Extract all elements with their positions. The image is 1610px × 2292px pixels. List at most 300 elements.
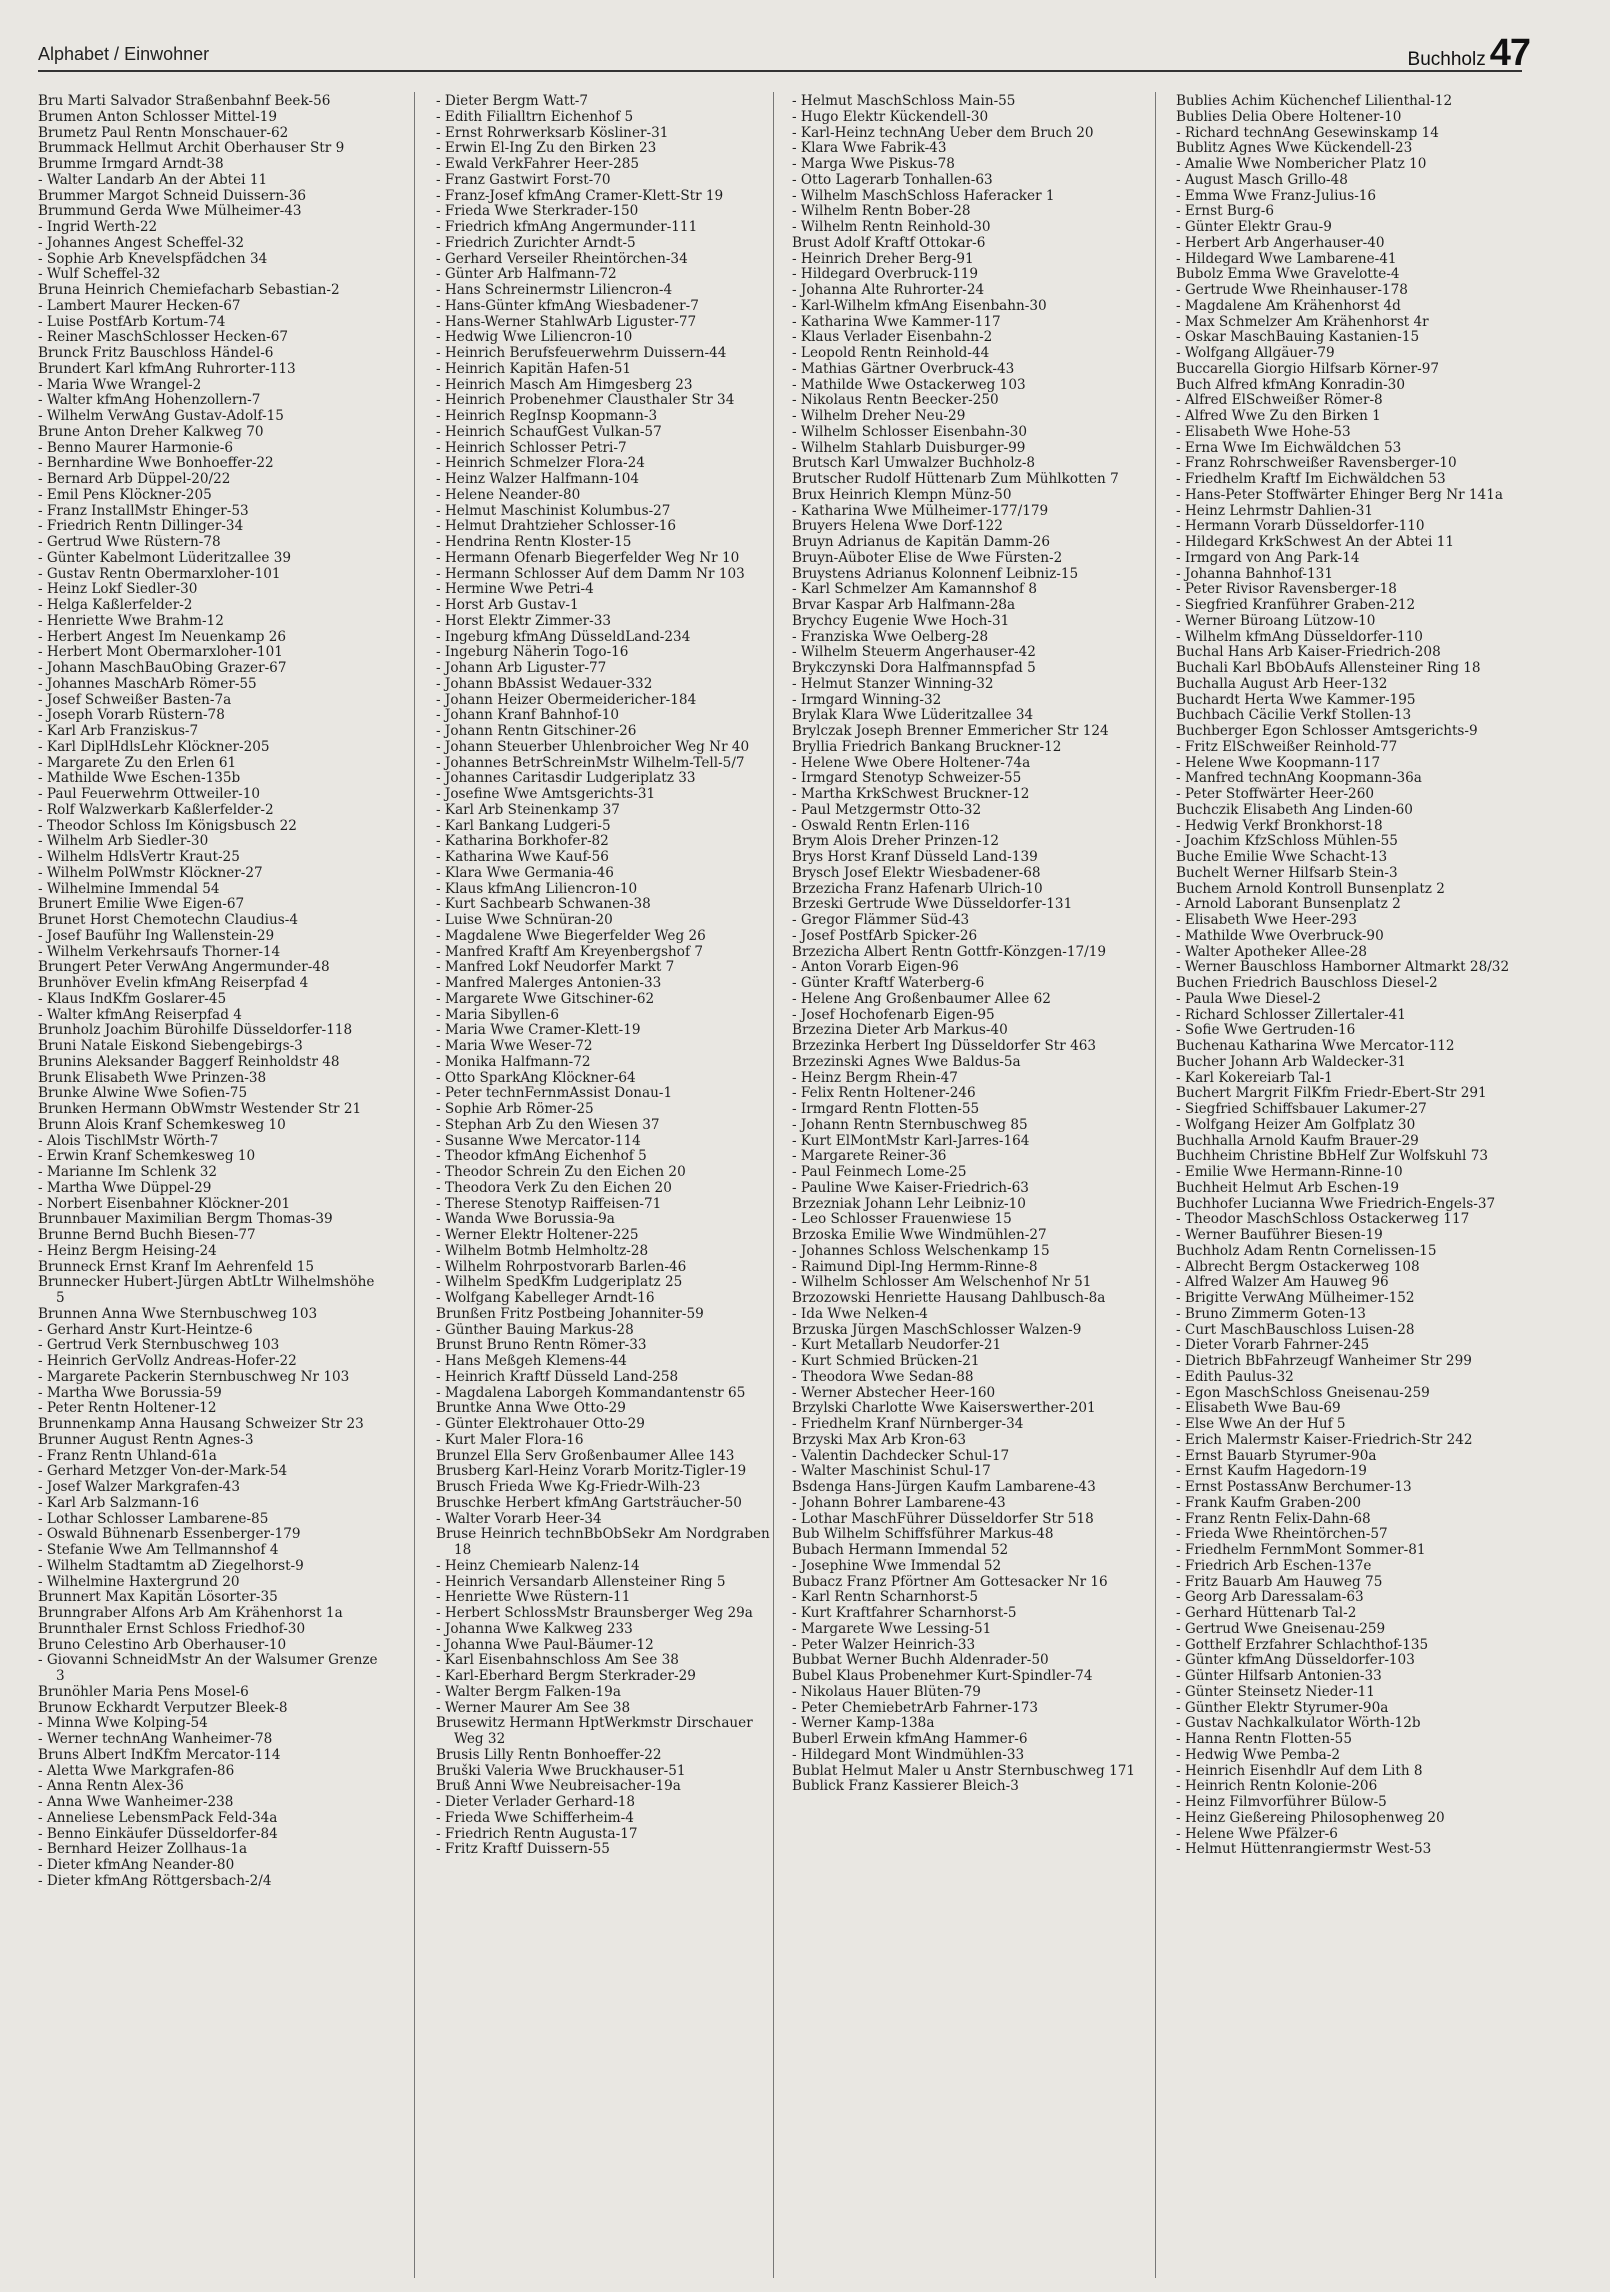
directory-entry: - Sofie Wwe Gertruden-16	[1176, 1022, 1356, 1039]
directory-entry: - August Masch Grillo-48	[1176, 171, 1348, 188]
directory-entry: - Emma Wwe Franz-Julius-16	[1176, 187, 1377, 204]
column-divider	[1155, 92, 1156, 2278]
directory-entry: - Günter kfmAng Düsseldorfer-103	[1176, 1652, 1415, 1669]
directory-entry: - Wilhelm Verkehrsaufs Thorner-14	[38, 943, 281, 960]
directory-entry: - Wilhelm Rentn Reinhold-30	[792, 219, 991, 235]
directory-entry: - Josef Schweißer Basten-7a	[38, 691, 232, 708]
directory-entry: - Oswald Rentn Erlen-116	[792, 817, 970, 834]
directory-entry: - Theodor Schloss Im Königsbusch 22	[38, 817, 297, 834]
directory-entry: - Karl Arb Franziskus-7	[38, 723, 199, 739]
directory-entry: - Werner Bauschloss Hamborner Altmarkt 28/32	[1176, 959, 1510, 976]
directory-entry: - Heinz Lehrmstr Dahlien-31	[1176, 502, 1374, 519]
directory-entry: Brusch Frieda Wwe Kg-Friedr-Wilh-23	[436, 1479, 701, 1495]
directory-entry: - Friedrich Zurichter Arndt-5	[436, 234, 636, 251]
directory-entry: - Marga Wwe Piskus-78	[792, 156, 955, 172]
directory-entry: - Heinz Gießereing Philosophenweg 20	[1176, 1809, 1445, 1826]
directory-entry: - Heinrich Schlosser Petri-7	[436, 439, 627, 456]
directory-entry: - Felix Rentn Holtener-246	[792, 1085, 976, 1102]
directory-entry: - Heinz Walzer Halfmann-104	[436, 471, 640, 487]
directory-entry: - Heinrich GerVollz Andreas-Hofer-22	[38, 1353, 297, 1369]
directory-entry: Bruški Valeria Wwe Bruckhauser-51	[436, 1762, 686, 1779]
directory-entry: - Josef PostfArb Spicker-26	[792, 927, 978, 944]
directory-entry: Buchali Karl BbObAufs Allensteiner Ring 18	[1176, 660, 1481, 676]
directory-entry: - Karl Rentn Scharnhorst-5	[792, 1589, 979, 1606]
directory-entry: - Gotthelf Erzfahrer Schlachthof-135	[1176, 1636, 1429, 1653]
directory-entry: Brunck Fritz Bauschloss Händel-6	[38, 345, 274, 361]
directory-entry: - Hildegard Overbruck-119	[792, 266, 979, 283]
directory-entry: Brzezicha Albert Rentn Gottfr-Könzgen-17/19	[792, 943, 1107, 960]
directory-entry: - Klaus Verlader Eisenbahn-2	[792, 329, 993, 346]
directory-entry: Brunnert Max Kapitän Lösorter-35	[38, 1589, 278, 1606]
directory-entry: - Frieda Wwe Sterkrader-150	[436, 203, 639, 220]
directory-entry: - Kurt ElMontMstr Karl-Jarres-164	[792, 1132, 1030, 1149]
directory-entry: - Alfred ElSchweißer Römer-8	[1176, 392, 1383, 409]
directory-entry: - Johann Rentn Gitschiner-26	[436, 723, 637, 739]
directory-entry: - Ida Wwe Nelken-4	[792, 1305, 928, 1322]
directory-entry: - Helga Kaßlerfelder-2	[38, 597, 193, 613]
directory-entry: - Heinrich SchaufGest Vulkan-57	[436, 423, 662, 440]
directory-entry: - Heinz Lokf Siedler-30	[38, 581, 198, 598]
directory-entry: - Bernhardine Wwe Bonhoeffer-22	[38, 455, 274, 472]
directory-entry: - Ernst Rohrwerksarb Kösliner-31	[436, 124, 669, 141]
directory-entry: - Kurt Metallarb Neudorfer-21	[792, 1337, 1002, 1354]
directory-entry: - Walter kfmAng Reiserpfad 4	[38, 1006, 242, 1023]
directory-entry: - Nikolaus Hauer Blüten-79	[792, 1683, 981, 1700]
directory-entry: Brunzel Ella Serv Großenbaumer Allee 143	[436, 1447, 735, 1464]
directory-entry: - Wilhelm Botmb Helmholtz-28	[436, 1242, 649, 1259]
directory-entry: Brusis Lilly Rentn Bonhoeffer-22	[436, 1746, 662, 1763]
directory-entry: - Wolfgang Kabelleger Arndt-16	[436, 1290, 655, 1306]
directory-entry: - Hedwig Wwe Pemba-2	[1176, 1746, 1341, 1763]
directory-entry: - Peter Rivisor Ravensberger-18	[1176, 581, 1397, 598]
directory-entry: - Werner technAng Wanheimer-78	[38, 1731, 273, 1747]
directory-entry: - Walter Maschinist Schul-17	[792, 1463, 991, 1480]
directory-entry: Bryllia Friedrich Bankang Bruckner-12	[792, 738, 1062, 755]
directory-entry: - Hans-Peter Stoffwärter Ehinger Berg Nr 141a	[1176, 486, 1503, 503]
directory-entry: - Heinz Bergm Heising-24	[38, 1242, 217, 1259]
directory-entry: Bru Marti Salvador Straßenbahnf Beek-56	[38, 94, 331, 109]
directory-entry: - Raimund Dipl-Ing Hermm-Rinne-8	[792, 1258, 1038, 1275]
directory-entry: Bruni Natale Eiskond Siebengebirgs-3	[38, 1038, 303, 1054]
directory-entry: - Johannes Caritasdir Ludgeriplatz 33	[436, 770, 696, 787]
directory-entry: - Irmgard von Ang Park-14	[1176, 549, 1360, 566]
directory-entry: Bub Wilhelm Schiffsführer Markus-48	[792, 1526, 1054, 1543]
directory-entry: - Maria Wwe Wrangel-2	[38, 376, 202, 393]
directory-entry: Bublick Franz Kassierer Bleich-3	[792, 1778, 1019, 1795]
directory-entry: - Nikolaus Rentn Beecker-250	[792, 392, 999, 409]
directory-entry: - Josef Bauführ Ing Wallenstein-29	[38, 927, 275, 944]
directory-entry: - Egon MaschSchloss Gneisenau-259	[1176, 1384, 1430, 1401]
directory-entry: - Friedrich kfmAng Angermunder-111	[436, 219, 698, 235]
directory-entry: - Karl Bankang Ludgeri-5	[436, 817, 611, 834]
directory-entry: Buchhofer Lucianna Wwe Friedrich-Engels-37	[1176, 1195, 1496, 1212]
directory-entry: - Rolf Walzwerkarb Kaßlerfelder-2	[38, 801, 274, 818]
directory-entry: - Irmgard Rentn Flotten-55	[792, 1101, 980, 1117]
section-title: Alphabet / Einwohner	[38, 44, 210, 64]
column-divider	[414, 92, 415, 2278]
directory-entry: - Gerhard Metzger Von-der-Mark-54	[38, 1463, 288, 1480]
directory-entry: - Irmgard Stenotyp Schweizer-55	[792, 770, 1022, 787]
directory-entry: - Heinrich Dreher Berg-91	[792, 250, 974, 267]
directory-entry: Brust Adolf Kraftf Ottokar-6	[792, 234, 986, 251]
directory-entry: Buch Alfred kfmAng Konradin-30	[1176, 376, 1405, 393]
directory-entry: - Hermann Ofenarb Biegerfelder Weg Nr 10	[436, 549, 740, 566]
directory-entry: Brykczynski Dora Halfmannspfad 5	[792, 660, 1036, 676]
directory-entry: - Herbert Mont Obermarxloher-101	[38, 644, 283, 661]
directory-entry: - Martha KrkSchwest Bruckner-12	[792, 786, 1030, 802]
directory-entry: - Günter Hilfsarb Antonien-33	[1176, 1668, 1382, 1684]
directory-entry: - Lambert Maurer Hecken-67	[38, 297, 241, 314]
directory-entry: Buchal Hans Arb Kaiser-Friedrich-208	[1176, 644, 1441, 661]
directory-entry: - Theodor Schrein Zu den Eichen 20	[436, 1164, 686, 1180]
directory-entry: Buchalla August Arb Heer-132	[1176, 675, 1388, 692]
directory-entry: - Maria Wwe Weser-72	[436, 1038, 593, 1054]
directory-entry: - Peter technFernmAssist Donau-1	[436, 1085, 673, 1102]
directory-entry: - Hans Schreinermstr Liliencron-4	[436, 282, 673, 298]
directory-entry: Bsdenga Hans-Jürgen Kaufm Lambarene-43	[792, 1479, 1096, 1495]
directory-entry: - Wilhelm Schlosser Eisenbahn-30	[792, 423, 1027, 440]
directory-entry: - Hedwig Verkf Bronkhorst-18	[1176, 817, 1383, 834]
directory-entry: - Margarete Wwe Lessing-51	[792, 1620, 992, 1637]
directory-entry: Brunngraber Alfons Arb Am Krähenhorst 1a	[38, 1605, 343, 1621]
directory-entry: - Franz-Josef kfmAng Cramer-Klett-Str 19	[436, 187, 724, 204]
directory-entry: - Pauline Wwe Kaiser-Friedrich-63	[792, 1179, 1029, 1196]
directory-entry: Brzezinski Agnes Wwe Baldus-5a	[792, 1053, 1021, 1070]
directory-entry: Bublies Delia Obere Holtener-10	[1176, 108, 1402, 125]
directory-entry: - Heinrich RegInsp Koopmann-3	[436, 408, 658, 424]
directory-entry: - Katharina Wwe Mülheimer-177/179	[792, 502, 1049, 519]
directory-entry: - Kurt Maler Flora-16	[436, 1431, 584, 1448]
directory-entry: - Kurt Schmied Brücken-21	[792, 1353, 980, 1369]
directory-entry: Brunner August Rentn Agnes-3	[38, 1431, 254, 1448]
directory-entry: Buberl Erwein kfmAng Hammer-6	[792, 1731, 1028, 1747]
directory-entry: - Helene Ang Großenbaumer Allee 62	[792, 990, 1051, 1007]
directory-entry: - Luise PostfArb Kortum-74	[38, 313, 226, 330]
directory-entry: - Ingrid Werth-22	[38, 219, 158, 235]
directory-entry: - Klaus kfmAng Liliencron-10	[436, 880, 638, 897]
directory-entry: Brunet Horst Chemotechn Claudius-4	[38, 912, 298, 928]
directory-entry: - Erwin El-Ing Zu den Birken 23	[436, 140, 657, 157]
directory-entry: - Katharina Borkhofer-82	[436, 833, 609, 850]
directory-entry: - Günther Elektr Styrumer-90a	[1176, 1699, 1389, 1716]
directory-entry: - Susanne Wwe Mercator-114	[436, 1132, 641, 1149]
directory-entry: Bruystens Adrianus Kolonnenf Leibniz-15	[792, 565, 1079, 582]
directory-entry: Brzoska Emilie Wwe Windmühlen-27	[792, 1227, 1047, 1243]
directory-entry: Brunhöver Evelin kfmAng Reiserpfad 4	[38, 975, 309, 991]
directory-entry: - Richard Schlosser Zillertaler-41	[1176, 1006, 1406, 1023]
directory-entry: - Karl-Heinz technAng Ueber dem Bruch 20	[792, 124, 1094, 141]
directory-entry: - Walter Vorarb Heer-34	[436, 1510, 602, 1527]
directory-entry: - Herbert Arb Angerhauser-40	[1176, 234, 1385, 251]
directory-entry: - Dietrich BbFahrzeugf Wanheimer Str 299	[1176, 1353, 1472, 1369]
directory-entry: - Fritz Kraftf Duissern-55	[436, 1841, 610, 1858]
directory-entry: Brunnthaler Ernst Schloss Friedhof-30	[38, 1620, 306, 1637]
directory-entry: - Manfred Kraftf Am Kreyenbergshof 7	[436, 943, 703, 960]
directory-entry: - Curt MaschBauschloss Luisen-28	[1176, 1321, 1415, 1338]
directory-entry: - Helmut MaschSchloss Main-55	[792, 94, 1016, 109]
directory-entry: - Emil Pens Klöckner-205	[38, 486, 212, 503]
directory-entry: Brusewitz Hermann HptWerkmstr Dirschauer Weg 32	[436, 1715, 753, 1747]
directory-entry: - Karl-Wilhelm kfmAng Eisenbahn-30	[792, 297, 1047, 314]
directory-entry: Brunnen Anna Wwe Sternbuschweg 103	[38, 1305, 318, 1322]
directory-entry: - Werner Büroang Lützow-10	[1176, 612, 1376, 629]
directory-entry: - Mathias Gärtner Overbruck-43	[792, 360, 1015, 377]
directory-entry: - Anton Vorarb Eigen-96	[792, 959, 959, 976]
directory-entry: Buchenau Katharina Wwe Mercator-112	[1176, 1038, 1455, 1054]
directory-entry: - Ernst Burg-6	[1176, 203, 1275, 220]
directory-entry: - Heinrich Rentn Kolonie-206	[1176, 1778, 1378, 1795]
directory-entry: - Gerhard Hüttenarb Tal-2	[1176, 1605, 1357, 1621]
directory-entry: - Manfred Lokf Neudorfer Markt 7	[436, 959, 675, 976]
directory-entry: - Aletta Wwe Markgrafen-86	[38, 1762, 235, 1779]
directory-entry: - Helmut Drahtzieher Schlosser-16	[436, 518, 677, 535]
directory-entry: - Maria Sibyllen-6	[436, 1006, 559, 1023]
directory-entry: - Joachim KfzSchloss Mühlen-55	[1176, 833, 1398, 850]
directory-entry: - Günter Kraftf Waterberg-6	[792, 975, 985, 991]
directory-entry: - Wulf Scheffel-32	[38, 266, 161, 283]
directory-entry: - Josefine Wwe Amtsgerichts-31	[436, 786, 656, 802]
directory-entry: Brysch Josef Elektr Wiesbadener-68	[792, 864, 1041, 881]
column-1	[38, 94, 386, 2274]
directory-entry: - Stefanie Wwe Am Tellmannshof 4	[38, 1542, 279, 1558]
directory-entry: - Wanda Wwe Borussia-9a	[436, 1211, 615, 1228]
directory-entry: - Johann Heizer Obermeidericher-184	[436, 691, 697, 708]
directory-entry: - Oswald Bühnenarb Essenberger-179	[38, 1526, 301, 1543]
directory-entry: - Albrecht Bergm Ostackerweg 108	[1176, 1258, 1420, 1275]
directory-entry: Brylczak Joseph Brenner Emmericher Str 124	[792, 723, 1109, 739]
directory-entry: - Wilhelm VerwAng Gustav-Adolf-15	[38, 408, 284, 424]
directory-entry: - Margarete Reiner-36	[792, 1148, 947, 1165]
directory-entry: - Paul Feuerwehrm Ottweiler-10	[38, 786, 261, 802]
directory-entry: - Wolfgang Allgäuer-79	[1176, 345, 1335, 361]
directory-entry: - Peter Stoffwärter Heer-260	[1176, 786, 1374, 802]
directory-entry: - Hans-Werner StahlwArb Liguster-77	[436, 313, 697, 330]
directory-entry: - Arnold Laborant Bunsenplatz 2	[1176, 896, 1401, 913]
directory-entry: - Friedhelm FernmMont Sommer-81	[1176, 1542, 1426, 1558]
directory-entry: - Hans Meßgeh Klemens-44	[436, 1353, 627, 1369]
directory-entry: - Frank Kaufm Graben-200	[1176, 1494, 1362, 1511]
directory-entry: - Heinz Filmvorführer Bülow-5	[1176, 1794, 1387, 1810]
directory-entry: - Gerhard Anstr Kurt-Heintze-6	[38, 1321, 253, 1338]
directory-entry: - Günter Kabelmont Lüderitzallee 39	[38, 549, 292, 566]
directory-entry: - Margarete Zu den Erlen 61	[38, 754, 237, 771]
directory-entry: - Josephine Wwe Immendal 52	[792, 1557, 1002, 1574]
directory-entry: - Oskar MaschBauing Kastanien-15	[1176, 329, 1420, 346]
directory-entry: Buccarella Giorgio Hilfsarb Körner-97	[1176, 360, 1440, 377]
column-2	[436, 94, 784, 2274]
directory-entry: - Leo Schlosser Frauenwiese 15	[792, 1211, 1012, 1228]
directory-entry: - Walter kfmAng Hohenzollern-7	[38, 392, 261, 409]
directory-entry: Brunnenkamp Anna Hausang Schweizer Str 23	[38, 1416, 364, 1432]
directory-entry: Brunnecker Hubert-Jürgen AbtLtr Wilhelmshöhe 5	[38, 1274, 375, 1306]
directory-entry: - Giovanni SchneidMstr An der Walsumer Grenze 3	[38, 1652, 378, 1684]
directory-entry: Bubolz Emma Wwe Gravelotte-4	[1176, 266, 1400, 283]
directory-entry: - Horst Arb Gustav-1	[436, 597, 579, 613]
directory-entry: - Ernst Bauarb Styrumer-90a	[1176, 1447, 1377, 1464]
directory-entry: - Wilhelm Rentn Bober-28	[792, 203, 971, 220]
directory-entry: - Friedhelm Kranf Nürnberger-34	[792, 1416, 1024, 1432]
directory-entry: Buche Emilie Wwe Schacht-13	[1176, 849, 1388, 865]
directory-entry: - Klara Wwe Fabrik-43	[792, 140, 947, 157]
directory-entry: - Karl-Eberhard Bergm Sterkrader-29	[436, 1668, 696, 1684]
directory-entry: - Monika Halfmann-72	[436, 1053, 591, 1070]
directory-entry: Brunn Alois Kranf Schemkesweg 10	[38, 1116, 286, 1133]
directory-entry: - Erich Malermstr Kaiser-Friedrich-Str 242	[1176, 1431, 1473, 1448]
directory-entry: - Werner Elektr Holtener-225	[436, 1227, 639, 1243]
directory-entry: - Hendrina Rentn Kloster-15	[436, 534, 632, 550]
directory-entry: - Ewald VerkFahrer Heer-285	[436, 156, 640, 172]
directory-entry: Buchem Arnold Kontroll Bunsenplatz 2	[1176, 880, 1445, 897]
directory-entry: Brzezina Dieter Arb Markus-40	[792, 1022, 1008, 1039]
directory-entry: - Paul Metzgermstr Otto-32	[792, 801, 982, 818]
directory-entry: - Theodor MaschSchloss Ostackerweg 117	[1176, 1211, 1470, 1228]
directory-entry: - Gustav Rentn Obermarxloher-101	[38, 565, 281, 582]
directory-entry: - Werner Kamp-138a	[792, 1715, 935, 1732]
directory-entry: - Günter Elektr Grau-9	[1176, 219, 1332, 235]
directory-entry: Brylak Klara Wwe Lüderitzallee 34	[792, 707, 1034, 724]
directory-entry: - Sophie Arb Römer-25	[436, 1101, 594, 1117]
directory-entry: - Mathilde Wwe Eschen-135b	[38, 770, 241, 787]
directory-entry: - Werner Bauführer Biesen-19	[1176, 1227, 1383, 1243]
directory-entry: - Johanna Bahnhof-131	[1176, 565, 1333, 582]
directory-entry: - Max Schmelzer Am Krähenhorst 4r	[1176, 313, 1429, 330]
directory-entry: - Heinrich Kapitän Hafen-51	[436, 360, 632, 377]
directory-entry: Buchbach Cäcilie Verkf Stollen-13	[1176, 707, 1412, 724]
header-rule	[38, 70, 1522, 72]
directory-entry: Bubacz Franz Pförtner Am Gottesacker Nr 16	[792, 1573, 1108, 1590]
directory-entry: Buchardt Herta Wwe Kammer-195	[1176, 691, 1416, 708]
directory-entry: - Dieter Verlader Gerhard-18	[436, 1794, 636, 1810]
directory-entry: - Elisabeth Wwe Hohe-53	[1176, 423, 1351, 440]
directory-entry: - Frieda Wwe Schifferheim-4	[436, 1809, 634, 1826]
directory-entry: - Norbert Eisenbahner Klöckner-201	[38, 1195, 291, 1212]
directory-entry: - Herbert SchlossMstr Braunsberger Weg 29a	[436, 1605, 753, 1621]
directory-entry: - Karl Arb Salzmann-16	[38, 1494, 200, 1511]
directory-entry: - Wilhelmine Haxtergrund 20	[38, 1573, 240, 1590]
directory-entry: - Walter Bergm Falken-19a	[436, 1683, 621, 1700]
directory-entry: - Karl Schmelzer Am Kamannshof 8	[792, 581, 1038, 598]
directory-entry: - Heinrich Masch Am Himgesberg 23	[436, 376, 693, 393]
directory-entry: - Johann Kranf Bahnhof-10	[436, 707, 620, 724]
directory-entry: - Dieter kfmAng Neander-80	[38, 1857, 235, 1873]
directory-entry: Brunnbauer Maximilian Bergm Thomas-39	[38, 1211, 333, 1228]
directory-entry: - Manfred technAng Koopmann-36a	[1176, 770, 1422, 787]
directory-entry: - Heinrich Berufsfeuerwehrm Duissern-44	[436, 345, 727, 361]
directory-entry: - Josef Hochofenarb Eigen-95	[792, 1006, 995, 1023]
directory-entry: - Manfred Malerges Antonien-33	[436, 975, 662, 991]
directory-entry: - Heinrich Probenehmer Clausthaler Str 34	[436, 392, 735, 409]
directory-entry: Brutsch Karl Umwalzer Buchholz-8	[792, 455, 1036, 472]
directory-entry: - Lothar Schlosser Lambarene-85	[38, 1510, 269, 1527]
directory-entry: - Richard technAng Gesewinskamp 14	[1176, 124, 1439, 141]
directory-entry: Bruna Heinrich Chemiefacharb Sebastian-2	[38, 282, 340, 298]
directory-entry: - Otto Lagerarb Tonhallen-63	[792, 171, 993, 188]
directory-entry: - Wilhelm HdlsVertr Kraut-25	[38, 849, 240, 865]
directory-entry: Bruschke Herbert kfmAng Gartsträucher-50	[436, 1494, 742, 1511]
directory-entry: - Martha Wwe Düppel-29	[38, 1179, 212, 1196]
directory-entry: - Hildegard Wwe Lambarene-41	[1176, 250, 1397, 267]
directory-entry: - Walter Landarb An der Abtei 11	[38, 171, 268, 188]
directory-entry: - Katharina Wwe Kauf-56	[436, 849, 609, 865]
directory-entry: Brunins Aleksander Baggerf Reinholdstr 48	[38, 1053, 340, 1070]
directory-entry: - Erwin Kranf Schemkesweg 10	[38, 1148, 256, 1165]
directory-entry: - Friedhelm Kraftf Im Eichwäldchen 53	[1176, 471, 1446, 487]
directory-entry: - Hermann Schlosser Auf dem Damm Nr 103	[436, 565, 745, 582]
directory-entry: Brune Anton Dreher Kalkweg 70	[38, 423, 264, 440]
directory-entry: Brummund Gerda Wwe Mülheimer-43	[38, 203, 302, 220]
directory-entry: Brux Heinrich Klempn Münz-50	[792, 486, 1012, 503]
directory-entry: - Bruno Zimmerm Goten-13	[1176, 1305, 1366, 1322]
directory-entry: Brumetz Paul Rentn Monschauer-62	[38, 124, 289, 141]
directory-entry: - Margarete Wwe Gitschiner-62	[436, 990, 655, 1007]
directory-entry: - Frieda Wwe Rheintörchen-57	[1176, 1526, 1388, 1543]
directory-entry: Bruns Albert IndKfm Mercator-114	[38, 1746, 281, 1763]
page-number: 47	[1489, 32, 1530, 74]
directory-entry: - Gustav Nachkalkulator Wörth-12b	[1176, 1715, 1421, 1732]
directory-entry: - Paula Wwe Diesel-2	[1176, 990, 1321, 1007]
directory-entry: - Reiner MaschSchlosser Hecken-67	[38, 329, 288, 346]
running-head	[1408, 32, 1530, 75]
directory-entry: - Karl Arb Steinenkamp 37	[436, 801, 620, 818]
directory-entry: - Henriette Wwe Brahm-12	[38, 612, 224, 629]
directory-entry: Brvar Kaspar Arb Halfmann-28a	[792, 597, 1016, 613]
directory-entry: - Wilhelm Arb Siedler-30	[38, 833, 209, 850]
directory-entry: - Leopold Rentn Reinhold-44	[792, 345, 990, 361]
directory-entry: Buchert Margrit FilKfm Friedr-Ebert-Str 291	[1176, 1085, 1487, 1102]
directory-entry: - Johannes Schloss Welschenkamp 15	[792, 1242, 1050, 1259]
directory-entry: - Anna Wwe Wanheimer-238	[38, 1794, 234, 1810]
directory-entry: Brungert Peter VerwAng Angermunder-48	[38, 959, 330, 976]
directory-entry: Bruse Heinrich technBbObSekr Am Nordgraben 18	[436, 1526, 770, 1558]
directory-entry: - Josef Walzer Markgrafen-43	[38, 1479, 240, 1495]
directory-entry: - Erna Wwe Im Eichwäldchen 53	[1176, 439, 1402, 456]
directory-entry: - Paul Feinmech Lome-25	[792, 1164, 967, 1180]
directory-entry: - Ingeburg Näherin Togo-16	[436, 644, 629, 661]
directory-entry: - Karl Eisenbahnschloss Am See 38	[436, 1652, 679, 1669]
directory-entry: Buchen Friedrich Bauschloss Diesel-2	[1176, 975, 1438, 991]
directory-entry: Buchelt Werner Hilfsarb Stein-3	[1176, 864, 1398, 881]
directory-entry: - Hildegard KrkSchwest An der Abtei 11	[1176, 534, 1455, 550]
directory-entry: - Maria Wwe Cramer-Klett-19	[436, 1022, 641, 1039]
directory-entry: Brzezniak Johann Lehr Leibniz-10	[792, 1195, 1026, 1212]
directory-entry: Bruyers Helena Wwe Dorf-122	[792, 518, 1003, 535]
directory-entry: - Heinrich Versandarb Allensteiner Ring 5	[436, 1573, 726, 1590]
directory-entry: - Hugo Elektr Kückendell-30	[792, 108, 989, 125]
directory-entry: - Johann BbAssist Wedauer-332	[436, 675, 653, 692]
directory-entry: - Günter Steinsetz Nieder-11	[1176, 1683, 1375, 1700]
directory-entry: Bruß Anni Wwe Neubreisacher-19a	[436, 1778, 681, 1795]
directory-entry: - Johanna Wwe Kalkweg 233	[436, 1620, 633, 1637]
directory-entry: Brusberg Karl-Heinz Vorarb Moritz-Tigler-19	[436, 1463, 747, 1480]
directory-entry: Brym Alois Dreher Prinzen-12	[792, 833, 1000, 850]
directory-entry: Brzozowski Henriette Hausang Dahlbusch-8a	[792, 1290, 1106, 1306]
directory-entry: Brunow Eckhardt Verputzer Bleek-8	[38, 1699, 288, 1716]
directory-entry: - Johann Arb Liguster-77	[436, 660, 607, 676]
directory-entry: - Heinz Chemiearb Nalenz-14	[436, 1557, 640, 1574]
directory-entry: - Dieter kfmAng Röttgersbach-2/4	[38, 1872, 272, 1889]
directory-entry: - Helene Wwe Obere Holtener-74a	[792, 754, 1031, 771]
directory-entry: - Hans-Günter kfmAng Wiesbadener-7	[436, 297, 699, 314]
directory-entry: - Wilhelm Dreher Neu-29	[792, 408, 966, 424]
directory-entry: - Ernst PostassAnw Berchumer-13	[1176, 1479, 1412, 1495]
directory-entry: - Magdalene Wwe Biegerfelder Weg 26	[436, 927, 706, 944]
directory-entry: - Bernard Arb Düppel-20/22	[38, 471, 231, 487]
directory-entry: Brumen Anton Schlosser Mittel-19	[38, 108, 278, 125]
directory-entry: Brzeski Gertrude Wwe Düsseldorfer-131	[792, 896, 1073, 913]
directory-entry: - Wilhelm SpedKfm Ludgeriplatz 25	[436, 1274, 683, 1291]
directory-entry: - Franz InstallMstr Ehinger-53	[38, 502, 249, 519]
directory-entry: - Magdalene Am Krähenhorst 4d	[1176, 297, 1401, 314]
